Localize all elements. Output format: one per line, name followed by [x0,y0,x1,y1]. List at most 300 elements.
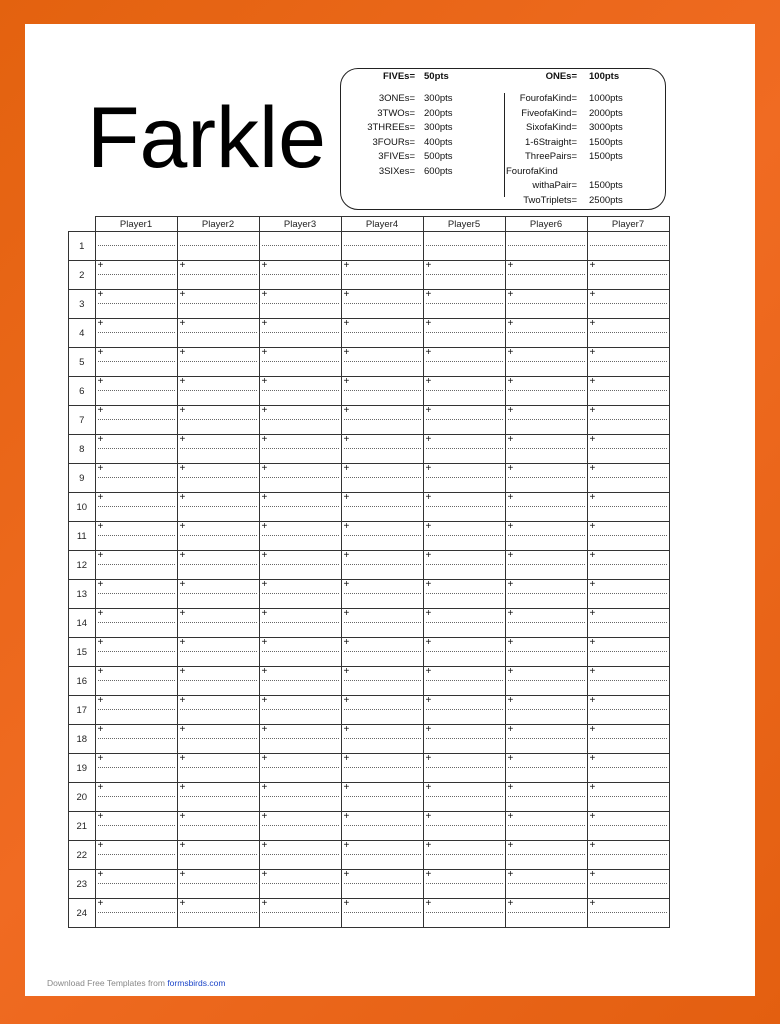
dotted-divider [344,361,421,362]
score-cell[interactable] [177,406,259,435]
score-cell[interactable] [177,435,259,464]
score-cell[interactable] [505,754,587,783]
score-cell[interactable] [505,667,587,696]
score-cell[interactable] [341,377,423,406]
dotted-divider [426,738,503,739]
plus-sign: + [589,521,596,532]
plus-sign: + [425,376,432,387]
score-cell[interactable] [423,841,505,870]
plus-sign: + [261,695,268,706]
plus-sign: + [261,840,268,851]
plus-sign: + [179,753,186,764]
score-cell[interactable] [341,493,423,522]
score-cell[interactable] [505,493,587,522]
dotted-divider [590,506,667,507]
score-cell[interactable] [95,290,177,319]
plus-sign: + [589,376,596,387]
rule-value: 100pts [589,71,620,82]
score-cell[interactable] [259,261,341,290]
score-cell[interactable] [95,754,177,783]
score-cell[interactable] [177,551,259,580]
score-cell[interactable] [177,841,259,870]
score-cell[interactable] [423,609,505,638]
plus-sign: + [589,434,596,445]
score-cell[interactable] [259,696,341,725]
score-cell[interactable] [259,899,341,928]
plus-sign: + [425,289,432,300]
score-cell[interactable] [505,725,587,754]
score-cell[interactable] [587,522,669,551]
score-cell[interactable] [259,319,341,348]
plus-sign: + [261,492,268,503]
score-cell[interactable] [259,464,341,493]
score-cell[interactable] [341,551,423,580]
score-cell[interactable] [587,725,669,754]
score-cell[interactable] [423,319,505,348]
score-cell[interactable] [505,870,587,899]
plus-sign: + [425,434,432,445]
score-cell[interactable] [423,870,505,899]
dotted-divider [508,796,585,797]
plus-sign: + [97,347,104,358]
score-cell[interactable] [95,899,177,928]
dotted-divider [508,767,585,768]
score-cell[interactable] [587,841,669,870]
plus-sign: + [343,376,350,387]
score-cell[interactable] [259,754,341,783]
score-cell[interactable] [177,899,259,928]
table-row [69,754,670,783]
score-cell[interactable] [505,638,587,667]
score-cell[interactable] [177,696,259,725]
score-cell[interactable] [587,377,669,406]
plus-sign: + [261,869,268,880]
plus-sign: + [589,405,596,416]
score-cell[interactable] [587,493,669,522]
score-cell[interactable] [505,406,587,435]
score-cell[interactable] [423,435,505,464]
score-cell[interactable] [341,319,423,348]
plus-sign: + [343,492,350,503]
score-cell[interactable] [259,232,341,261]
score-cell[interactable] [259,580,341,609]
table-row [69,638,670,667]
score-cell[interactable] [505,522,587,551]
score-cell[interactable] [341,348,423,377]
score-cell[interactable] [587,319,669,348]
plus-sign: + [97,666,104,677]
dotted-divider [426,448,503,449]
score-cell[interactable] [505,812,587,841]
rule-value: 200pts [424,107,453,119]
dotted-divider [426,535,503,536]
dotted-divider [344,622,421,623]
rule-label: ThreePairs= [524,151,577,162]
plus-sign: + [179,898,186,909]
score-cell[interactable] [423,899,505,928]
rule-value: 2500pts [589,194,623,206]
score-cell[interactable] [423,290,505,319]
dotted-divider [426,274,503,275]
score-cell[interactable] [587,261,669,290]
dotted-divider [98,390,175,391]
score-cell[interactable] [587,870,669,899]
score-cell[interactable] [177,725,259,754]
score-cell[interactable] [505,319,587,348]
plus-sign: + [97,608,104,619]
score-cell[interactable] [177,493,259,522]
plus-sign: + [589,463,596,474]
score-cell[interactable] [587,812,669,841]
score-cell[interactable] [177,290,259,319]
plus-sign: + [261,376,268,387]
dotted-divider [426,564,503,565]
score-cell[interactable] [95,696,177,725]
dotted-divider [98,245,175,246]
dotted-divider [262,245,339,246]
dotted-divider [426,390,503,391]
score-cell[interactable] [505,261,587,290]
round-number: 18 [69,725,96,754]
score-cell[interactable] [587,667,669,696]
dotted-divider [98,332,175,333]
score-cell[interactable] [177,261,259,290]
score-cell[interactable] [259,638,341,667]
score-cell[interactable] [423,464,505,493]
score-cell[interactable] [177,464,259,493]
score-cell[interactable] [341,812,423,841]
score-cell[interactable] [587,348,669,377]
score-cell[interactable] [259,667,341,696]
score-cell[interactable] [423,232,505,261]
plus-sign: + [343,289,350,300]
score-cell[interactable] [177,870,259,899]
score-cell[interactable] [341,841,423,870]
score-cell[interactable] [95,319,177,348]
score-cell[interactable] [95,435,177,464]
score-cell[interactable] [423,522,505,551]
score-cell[interactable] [341,870,423,899]
score-cell[interactable] [95,725,177,754]
dotted-divider [590,564,667,565]
dotted-divider [98,622,175,623]
plus-sign: + [343,869,350,880]
score-cell[interactable] [341,725,423,754]
plus-sign: + [261,318,268,329]
plus-sign: + [97,811,104,822]
plus-sign: + [97,724,104,735]
dotted-divider [344,274,421,275]
dotted-divider [590,854,667,855]
plus-sign: + [425,753,432,764]
plus-sign: + [425,811,432,822]
score-cell[interactable] [341,435,423,464]
dotted-divider [98,854,175,855]
dotted-divider [508,477,585,478]
dotted-divider [590,593,667,594]
page-title: Farkle [87,90,326,186]
table-row [69,232,670,261]
score-cell[interactable] [259,609,341,638]
score-cell[interactable] [177,232,259,261]
rule-value: 50pts [424,71,449,82]
rule-label: FiveofaKind= [521,107,577,119]
plus-sign: + [507,521,514,532]
score-cell[interactable] [505,377,587,406]
dotted-divider [180,651,257,652]
table-row [69,522,670,551]
dotted-divider [590,767,667,768]
round-number: 22 [69,841,96,870]
score-cell[interactable] [505,899,587,928]
plus-sign: + [425,782,432,793]
score-cell[interactable] [259,348,341,377]
score-cell[interactable] [341,290,423,319]
score-cell[interactable] [95,783,177,812]
score-cell[interactable] [177,638,259,667]
score-cell[interactable] [341,754,423,783]
score-cell[interactable] [587,406,669,435]
dotted-divider [590,738,667,739]
score-cell[interactable] [341,667,423,696]
rule-value: 400pts [424,136,453,148]
score-cell[interactable] [259,435,341,464]
dotted-divider [590,622,667,623]
table-row [69,348,670,377]
score-cell[interactable] [259,841,341,870]
plus-sign: + [179,608,186,619]
dotted-divider [262,651,339,652]
score-cell[interactable] [95,580,177,609]
score-cell[interactable] [177,580,259,609]
score-cell[interactable] [259,812,341,841]
dotted-divider [262,796,339,797]
dotted-divider [262,680,339,681]
plus-sign: + [179,782,186,793]
score-cell[interactable] [95,812,177,841]
score-cell[interactable] [95,841,177,870]
score-cell[interactable] [95,232,177,261]
table-row [69,261,670,290]
score-cell[interactable] [341,609,423,638]
plus-sign: + [507,782,514,793]
score-cell[interactable] [177,812,259,841]
round-number: 19 [69,754,96,783]
score-cell[interactable] [587,609,669,638]
round-number: 21 [69,812,96,841]
plus-sign: + [261,347,268,358]
score-cell[interactable] [587,638,669,667]
score-cell[interactable] [95,493,177,522]
score-cell[interactable] [341,464,423,493]
score-cell[interactable] [95,464,177,493]
dotted-divider [344,883,421,884]
score-cell[interactable] [177,609,259,638]
score-cell[interactable] [587,580,669,609]
plus-sign: + [507,376,514,387]
score-cell[interactable] [505,609,587,638]
table-row [69,667,670,696]
plus-sign: + [261,608,268,619]
score-cell[interactable] [587,435,669,464]
plus-sign: + [261,434,268,445]
table-row [69,435,670,464]
score-cell[interactable] [341,522,423,551]
score-cell[interactable] [423,261,505,290]
score-cell[interactable] [95,522,177,551]
score-cell[interactable] [341,232,423,261]
plus-sign: + [507,405,514,416]
score-cell[interactable] [341,638,423,667]
dotted-divider [508,506,585,507]
score-cell[interactable] [259,522,341,551]
score-cell[interactable] [505,290,587,319]
score-cell[interactable] [505,696,587,725]
plus-sign: + [425,898,432,909]
plus-sign: + [507,463,514,474]
score-cell[interactable] [95,406,177,435]
dotted-divider [426,477,503,478]
dotted-divider [508,245,585,246]
score-cell[interactable] [177,377,259,406]
score-cell[interactable] [95,348,177,377]
dotted-divider [262,854,339,855]
score-cell[interactable] [587,783,669,812]
score-cell[interactable] [423,754,505,783]
plus-sign: + [507,666,514,677]
rule-label: 3SIXes= [378,165,415,177]
score-cell[interactable] [95,377,177,406]
score-cell[interactable] [423,667,505,696]
score-cell[interactable] [177,667,259,696]
score-cell[interactable] [587,551,669,580]
score-cell[interactable] [587,232,669,261]
score-cell[interactable] [505,348,587,377]
score-cell[interactable] [95,638,177,667]
dotted-divider [344,332,421,333]
score-cell[interactable] [423,696,505,725]
dotted-divider [262,883,339,884]
score-cell[interactable] [423,551,505,580]
score-cell[interactable] [259,406,341,435]
score-cell[interactable] [587,899,669,928]
dotted-divider [344,651,421,652]
score-cell[interactable] [177,783,259,812]
score-cell[interactable] [341,696,423,725]
score-cell[interactable] [505,232,587,261]
dotted-divider [590,274,667,275]
score-cell[interactable] [423,783,505,812]
score-cell[interactable] [95,870,177,899]
score-cell[interactable] [587,696,669,725]
dotted-divider [590,651,667,652]
score-cell[interactable] [423,493,505,522]
plus-sign: + [97,753,104,764]
rule-label: 3FOURs= [372,136,415,148]
dotted-divider [180,622,257,623]
score-cell[interactable] [177,522,259,551]
score-cell[interactable] [341,899,423,928]
plus-sign: + [179,347,186,358]
footer-link[interactable]: formsbirds.com [167,978,226,988]
plus-sign: + [425,463,432,474]
round-number: 13 [69,580,96,609]
plus-sign: + [97,463,104,474]
rule-label: 3FIVEs= [378,151,415,162]
score-cell[interactable] [341,406,423,435]
score-cell[interactable] [341,783,423,812]
score-cell[interactable] [505,841,587,870]
dotted-divider [98,535,175,536]
score-cell[interactable] [95,261,177,290]
plus-sign: + [425,666,432,677]
score-cell[interactable] [423,812,505,841]
footer-credit [47,978,225,988]
score-cell[interactable] [423,580,505,609]
score-cell[interactable] [341,261,423,290]
plus-sign: + [589,289,596,300]
dotted-divider [508,448,585,449]
score-cell[interactable] [259,783,341,812]
rule-label: 3THREEs= [367,122,415,133]
dotted-divider [98,303,175,304]
plus-sign: + [589,695,596,706]
score-cell[interactable] [423,725,505,754]
plus-sign: + [343,550,350,561]
score-cell[interactable] [505,783,587,812]
score-cell[interactable] [177,754,259,783]
score-cell[interactable] [505,551,587,580]
score-cell[interactable] [259,377,341,406]
plus-sign: + [261,579,268,590]
score-cell[interactable] [505,435,587,464]
score-cell[interactable] [259,725,341,754]
dotted-divider [180,419,257,420]
score-cell[interactable] [505,580,587,609]
score-cell[interactable] [259,493,341,522]
score-cell[interactable] [505,464,587,493]
table-row [69,783,670,812]
score-cell[interactable] [423,406,505,435]
score-cell[interactable] [587,290,669,319]
plus-sign: + [97,695,104,706]
dotted-divider [426,796,503,797]
score-cell[interactable] [259,290,341,319]
score-cell[interactable] [259,870,341,899]
score-cell[interactable] [95,551,177,580]
plus-sign: + [507,260,514,271]
dotted-divider [508,303,585,304]
plus-sign: + [261,463,268,474]
score-cell[interactable] [95,609,177,638]
dotted-divider [590,390,667,391]
plus-sign: + [425,550,432,561]
score-cell[interactable] [259,551,341,580]
score-cell[interactable] [423,348,505,377]
score-cell[interactable] [587,754,669,783]
score-cell[interactable] [587,464,669,493]
plus-sign: + [97,637,104,648]
round-number: 3 [69,290,96,319]
score-cell[interactable] [177,348,259,377]
score-cell[interactable] [341,580,423,609]
round-number: 2 [69,261,96,290]
dotted-divider [180,825,257,826]
score-cell[interactable] [177,319,259,348]
score-cell[interactable] [423,638,505,667]
score-cell[interactable] [423,377,505,406]
score-cell[interactable] [95,667,177,696]
